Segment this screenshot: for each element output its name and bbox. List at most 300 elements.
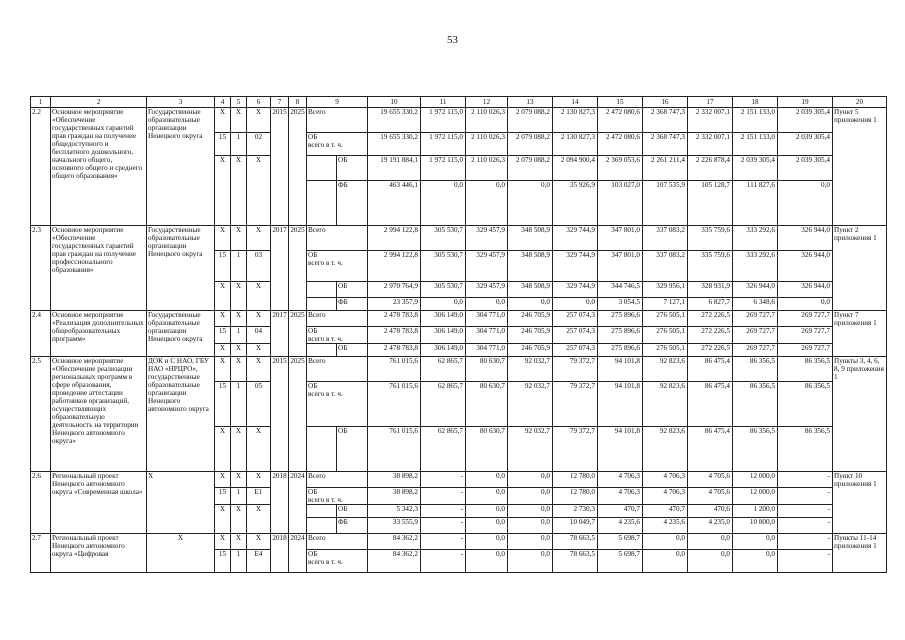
col4: Х (215, 282, 231, 311)
value-cell: 272 226,5 (688, 327, 733, 344)
code-b: 1 (231, 382, 247, 427)
ob-label: ОБ (308, 382, 318, 390)
source-label (307, 550, 368, 573)
value-cell: 4 706,3 (598, 488, 643, 505)
value-cell: 0,0 (733, 534, 778, 550)
value-cell: 269 727,7 (778, 344, 833, 357)
value-cell: 0,0 (643, 550, 688, 573)
value-cell: 0,0 (508, 534, 553, 550)
value-cell: 2 039 305,4 (778, 156, 833, 181)
year-start: 2018 (271, 534, 289, 573)
value-cell: 2 478 783,8 (368, 344, 421, 357)
value-cell: 12 780,0 (553, 472, 598, 488)
value-cell: 2 994 122,8 (368, 251, 421, 282)
value-cell: 304 771,0 (466, 311, 508, 327)
value-cell: 84 362,2 (368, 550, 421, 573)
value-cell: 272 226,5 (688, 344, 733, 357)
value-cell: 92 823,6 (643, 357, 688, 382)
value-cell: 269 727,7 (733, 311, 778, 327)
source-blank (307, 282, 337, 298)
value-cell: 2 151 133,0 (733, 133, 778, 156)
value-cell: 761 015,6 (368, 382, 421, 427)
value-cell: 0,0 (688, 550, 733, 573)
value-cell: 86 356,5 (733, 382, 778, 427)
value-cell: 12 000,0 (733, 488, 778, 505)
value-cell: 4 235,6 (643, 518, 688, 534)
value-cell: 5 698,7 (598, 550, 643, 573)
col6: Х (247, 472, 271, 488)
source-label: Всего (307, 311, 368, 327)
value-cell: 0,0 (466, 488, 508, 505)
value-cell: 269 727,7 (778, 327, 833, 344)
value-cell: 276 505,1 (643, 311, 688, 327)
value-cell: 0,0 (466, 181, 508, 226)
year-end: 2025 (289, 226, 307, 311)
source-label: Всего (307, 472, 368, 488)
value-cell: 2 369 053,6 (598, 156, 643, 181)
code-c: E1 (247, 488, 271, 505)
value-cell: 6 827,7 (688, 298, 733, 311)
year-end: 2025 (289, 311, 307, 357)
value-cell: 348 508,9 (508, 226, 553, 251)
value-cell: 0,0 (733, 550, 778, 573)
row-number: 2.2 (31, 108, 51, 226)
value-cell: 2 110 026,3 (466, 133, 508, 156)
value-cell: 92 032,7 (508, 382, 553, 427)
value-cell: 1 200,0 (733, 505, 778, 518)
header-cell: 6 (247, 97, 271, 108)
row-number: 2.7 (31, 534, 51, 573)
ob-total-label: всего в т. ч. (308, 259, 343, 267)
header-cell: 16 (643, 97, 688, 108)
value-cell: 329 744,9 (553, 282, 598, 298)
source-blank (307, 156, 337, 181)
value-cell: 257 074,3 (553, 344, 598, 357)
value-cell: 470,7 (598, 505, 643, 518)
col6: Х (247, 505, 271, 534)
value-cell: 5 342,3 (368, 505, 421, 518)
value-cell: 0,0 (508, 518, 553, 534)
value-cell: 38 898,2 (368, 472, 421, 488)
code-b: 1 (231, 251, 247, 282)
value-cell: 276 505,1 (643, 327, 688, 344)
value-cell: 326 944,0 (733, 282, 778, 298)
value-cell: 0,0 (508, 181, 553, 226)
value-cell: 0,0 (466, 472, 508, 488)
value-cell: 329 956,1 (643, 282, 688, 298)
table-row (31, 97, 887, 108)
value-cell: 2 970 764,9 (368, 282, 421, 298)
source-blank (307, 427, 337, 472)
value-cell: 62 865,7 (421, 427, 466, 472)
source-label: ОБ (337, 505, 368, 518)
activity-name: Основное мероприятие «Обеспечение государственных гарантий прав граждан на получение профессионального образования» (51, 226, 147, 311)
value-cell: 79 372,7 (553, 382, 598, 427)
header-cell: 7 (271, 97, 289, 108)
table-row (31, 357, 887, 382)
header-cell: 12 (466, 97, 508, 108)
note: Пункты 3, 4, 6, 8, 9 приложения 1 (833, 357, 887, 472)
activity-name: Основное мероприятие «Реализация дополнительных общеобразовательных программ» (51, 311, 147, 357)
value-cell: 86 475,4 (688, 427, 733, 472)
header-cell: 9 (307, 97, 368, 108)
col4: Х (215, 534, 231, 550)
year-end: 2025 (289, 357, 307, 472)
value-cell: 10 800,0 (733, 518, 778, 534)
source-label (307, 327, 368, 344)
value-cell: 2 478 783,8 (368, 311, 421, 327)
value-cell: 1 972 115,0 (421, 156, 466, 181)
value-cell: 2 472 080,6 (598, 108, 643, 133)
value-cell: 0,0 (421, 298, 466, 311)
value-cell: 1 972 115,0 (421, 133, 466, 156)
value-cell: 94 101,8 (598, 382, 643, 427)
row-number: 2.6 (31, 472, 51, 534)
col5: Х (231, 311, 247, 327)
col4: Х (215, 427, 231, 472)
value-cell: 0,0 (466, 550, 508, 573)
value-cell: 305 530,7 (421, 282, 466, 298)
value-cell: 103 027,0 (598, 181, 643, 226)
value-cell: 2 110 026,3 (466, 108, 508, 133)
value-cell: 272 226,5 (688, 311, 733, 327)
value-cell: 329 457,9 (466, 251, 508, 282)
col4: Х (215, 357, 231, 382)
value-cell: 4 705,6 (688, 472, 733, 488)
value-cell: 246 705,9 (508, 327, 553, 344)
value-cell: 5 698,7 (598, 534, 643, 550)
value-cell: 305 530,7 (421, 251, 466, 282)
header-cell: 18 (733, 97, 778, 108)
value-cell: 4 706,3 (598, 472, 643, 488)
value-cell: 1 972 115,0 (421, 108, 466, 133)
value-cell: - (421, 505, 466, 518)
value-cell: - (421, 488, 466, 505)
value-cell: 329 744,9 (553, 251, 598, 282)
value-cell: 4 235,0 (688, 518, 733, 534)
value-cell: 2 079 088,2 (508, 133, 553, 156)
value-cell: - (778, 472, 833, 488)
value-cell: 38 898,2 (368, 488, 421, 505)
col4: Х (215, 472, 231, 488)
code-a: 15 (215, 251, 231, 282)
note: Пункт 5 приложения 1 (833, 108, 887, 226)
header-cell: 20 (833, 97, 887, 108)
value-cell: 246 705,9 (508, 344, 553, 357)
value-cell: 86 356,5 (733, 427, 778, 472)
value-cell: 80 630,7 (466, 427, 508, 472)
value-cell: 86 356,5 (778, 357, 833, 382)
value-cell: 2 478 783,8 (368, 327, 421, 344)
source-label: ФБ (337, 181, 368, 226)
value-cell: 0,0 (466, 505, 508, 518)
value-cell: - (778, 550, 833, 573)
value-cell: - (421, 518, 466, 534)
value-cell: 326 944,0 (778, 251, 833, 282)
header-cell: 3 (147, 97, 215, 108)
year-end: 2024 (289, 472, 307, 534)
value-cell: 306 149,0 (421, 311, 466, 327)
activity-name: Основное мероприятие «Обеспечение государственных гарантий прав граждан на получение общедоступного и бесплатного дошкольного, начального общего, основного общего и среднего общего образования» (51, 108, 147, 226)
value-cell: 7 127,1 (643, 298, 688, 311)
header-cell: 13 (508, 97, 553, 108)
col4: Х (215, 156, 231, 226)
code-b: 1 (231, 550, 247, 573)
value-cell: 6 348,6 (733, 298, 778, 311)
header-cell: 14 (553, 97, 598, 108)
code-a: 15 (215, 327, 231, 344)
col5: Х (231, 226, 247, 251)
source-blank (307, 344, 337, 357)
col5: Х (231, 534, 247, 550)
value-cell: 33 555,9 (368, 518, 421, 534)
code-c: 03 (247, 251, 271, 282)
code-b: 1 (231, 488, 247, 505)
value-cell: 62 865,7 (421, 357, 466, 382)
value-cell: 304 771,0 (466, 344, 508, 357)
value-cell: 105 128,7 (688, 181, 733, 226)
col4: Х (215, 344, 231, 357)
year-start: 2015 (271, 357, 289, 472)
value-cell: 0,0 (778, 298, 833, 311)
source-blank (307, 181, 337, 226)
value-cell: 470,7 (643, 505, 688, 518)
ob-total-label: всего в т. ч. (308, 558, 343, 566)
source-label (307, 133, 368, 156)
value-cell: 470,6 (688, 505, 733, 518)
budget-table (30, 96, 887, 573)
year-start: 2017 (271, 226, 289, 311)
row-number: 2.5 (31, 357, 51, 472)
value-cell: 2 039 305,4 (778, 108, 833, 133)
value-cell: 0,0 (466, 518, 508, 534)
executor: Х (147, 534, 215, 573)
value-cell: 92 823,6 (643, 382, 688, 427)
code-b: 1 (231, 133, 247, 156)
col5: Х (231, 156, 247, 226)
value-cell: 337 083,2 (643, 226, 688, 251)
value-cell: 10 049,7 (553, 518, 598, 534)
value-cell: 4 706,3 (643, 472, 688, 488)
col4: Х (215, 311, 231, 327)
col5: Х (231, 108, 247, 133)
table-row (31, 226, 887, 251)
value-cell: 326 944,0 (778, 282, 833, 298)
source-label (307, 382, 368, 427)
value-cell: 246 705,9 (508, 311, 553, 327)
value-cell: 761 015,6 (368, 427, 421, 472)
value-cell: 0,0 (421, 181, 466, 226)
value-cell: 35 926,9 (553, 181, 598, 226)
value-cell: 257 074,3 (553, 327, 598, 344)
value-cell: 326 944,0 (778, 226, 833, 251)
value-cell: 19 191 884,1 (368, 156, 421, 181)
value-cell: 2 110 026,3 (466, 156, 508, 181)
source-label: Всего (307, 226, 368, 251)
value-cell: - (421, 550, 466, 573)
col6: Х (247, 226, 271, 251)
value-cell: - (421, 534, 466, 550)
value-cell: 2 039 305,4 (778, 133, 833, 156)
value-cell: 463 446,1 (368, 181, 421, 226)
col6: Х (247, 156, 271, 226)
source-label: ОБ (337, 427, 368, 472)
value-cell: 3 054,5 (598, 298, 643, 311)
source-label: ФБ (337, 518, 368, 534)
value-cell: 333 292,6 (733, 251, 778, 282)
col5: Х (231, 344, 247, 357)
source-label: ОБ (337, 282, 368, 298)
value-cell: 305 530,7 (421, 226, 466, 251)
value-cell: 2 994 122,8 (368, 226, 421, 251)
activity-name: Региональный проект Ненецкого автономного округа «Современная школа» (51, 472, 147, 534)
value-cell: 347 801,0 (598, 226, 643, 251)
value-cell: 2 094 900,4 (553, 156, 598, 181)
value-cell: 80 630,7 (466, 357, 508, 382)
value-cell: 304 771,0 (466, 327, 508, 344)
value-cell: 2 472 080,6 (598, 133, 643, 156)
executor: Государственные образовательные организации Ненецкого округа (147, 108, 215, 226)
header-cell: 4 (215, 97, 231, 108)
value-cell: 92 823,6 (643, 427, 688, 472)
row-number: 2.3 (31, 226, 51, 311)
value-cell: 275 896,6 (598, 327, 643, 344)
source-label: ФБ (337, 298, 368, 311)
header-cell: 11 (421, 97, 466, 108)
col4: Х (215, 505, 231, 534)
ob-label: ОБ (308, 133, 318, 141)
header-cell: 19 (778, 97, 833, 108)
value-cell: 111 827,6 (733, 181, 778, 226)
value-cell: 94 101,8 (598, 357, 643, 382)
code-c: 05 (247, 382, 271, 427)
source-label (307, 251, 368, 282)
value-cell: 2 039 305,4 (733, 156, 778, 181)
header-cell: 15 (598, 97, 643, 108)
value-cell: 0,0 (643, 534, 688, 550)
value-cell: 329 744,9 (553, 226, 598, 251)
table-body (31, 97, 887, 573)
value-cell: 2 079 088,2 (508, 108, 553, 133)
budget-table-sheet (30, 96, 886, 573)
value-cell: 333 292,6 (733, 226, 778, 251)
col6: Х (247, 108, 271, 133)
value-cell: 347 801,0 (598, 251, 643, 282)
executor: Государственные образовательные организации Ненецкого округа (147, 311, 215, 357)
value-cell: 329 457,9 (466, 282, 508, 298)
value-cell: 0,0 (466, 298, 508, 311)
col6: Х (247, 427, 271, 472)
value-cell: 84 362,2 (368, 534, 421, 550)
value-cell: 2 130 827,3 (553, 133, 598, 156)
value-cell: 92 032,7 (508, 357, 553, 382)
value-cell: 80 630,7 (466, 382, 508, 427)
value-cell: - (778, 505, 833, 518)
value-cell: 335 759,6 (688, 251, 733, 282)
col5: Х (231, 357, 247, 382)
value-cell: 2 332 007,1 (688, 133, 733, 156)
value-cell: 2 261 211,4 (643, 156, 688, 181)
value-cell: 0,0 (553, 298, 598, 311)
executor: Государственные образовательные организации Ненецкого округа (147, 226, 215, 311)
col6: Х (247, 534, 271, 550)
ob-label: ОБ (308, 550, 318, 558)
value-cell: 4 235,6 (598, 518, 643, 534)
col6: Х (247, 311, 271, 327)
value-cell: 306 149,0 (421, 327, 466, 344)
source-label: Всего (307, 108, 368, 133)
activity-name: Региональный проект Ненецкого автономного округа «Цифровая (51, 534, 147, 573)
value-cell: 269 727,7 (733, 344, 778, 357)
value-cell: 2 730,3 (553, 505, 598, 518)
header-cell: 1 (31, 97, 51, 108)
ob-total-label: всего в т. ч. (308, 141, 343, 149)
value-cell: 78 663,5 (553, 550, 598, 573)
ob-label: ОБ (308, 488, 318, 496)
value-cell: 348 508,9 (508, 251, 553, 282)
year-start: 2017 (271, 311, 289, 357)
ob-label: ОБ (308, 327, 318, 335)
ob-total-label: всего в т. ч. (308, 335, 343, 343)
value-cell: 276 505,1 (643, 344, 688, 357)
executor: Х (147, 472, 215, 534)
header-cell: 5 (231, 97, 247, 108)
col4: Х (215, 226, 231, 251)
source-blank (307, 298, 337, 311)
value-cell: 269 727,7 (733, 327, 778, 344)
value-cell: 79 372,7 (553, 357, 598, 382)
value-cell: 4 706,3 (643, 488, 688, 505)
value-cell: 0,0 (778, 181, 833, 226)
value-cell: 19 655 330,2 (368, 108, 421, 133)
code-a: 15 (215, 550, 231, 573)
year-end: 2024 (289, 534, 307, 573)
year-start: 2015 (271, 108, 289, 226)
ob-total-label: всего в т. ч. (308, 390, 343, 398)
value-cell: 329 457,9 (466, 226, 508, 251)
note: Пункт 10 приложения 1 (833, 472, 887, 534)
value-cell: 2 079 088,2 (508, 156, 553, 181)
value-cell: 761 015,6 (368, 357, 421, 382)
table-row (31, 472, 887, 488)
col5: Х (231, 282, 247, 311)
value-cell: 275 896,6 (598, 311, 643, 327)
value-cell: 62 865,7 (421, 382, 466, 427)
note: Пункт 2 приложения 1 (833, 226, 887, 311)
value-cell: 0,0 (508, 472, 553, 488)
code-b: 1 (231, 327, 247, 344)
value-cell: - (421, 472, 466, 488)
value-cell: 78 663,5 (553, 534, 598, 550)
value-cell: 275 896,6 (598, 344, 643, 357)
note: Пункт 7 приложения 1 (833, 311, 887, 357)
value-cell: 2 130 827,3 (553, 108, 598, 133)
value-cell: 348 508,9 (508, 282, 553, 298)
code-a: 15 (215, 133, 231, 156)
value-cell: - (778, 518, 833, 534)
value-cell: 23 357,9 (368, 298, 421, 311)
value-cell: 0,0 (508, 488, 553, 505)
value-cell: 12 780,0 (553, 488, 598, 505)
value-cell: 2 368 747,3 (643, 108, 688, 133)
value-cell: 79 372,7 (553, 427, 598, 472)
value-cell: 86 475,4 (688, 382, 733, 427)
code-c: 04 (247, 327, 271, 344)
value-cell: 335 759,6 (688, 226, 733, 251)
row-number: 2.4 (31, 311, 51, 357)
value-cell: 328 931,9 (688, 282, 733, 298)
value-cell: 306 149,0 (421, 344, 466, 357)
